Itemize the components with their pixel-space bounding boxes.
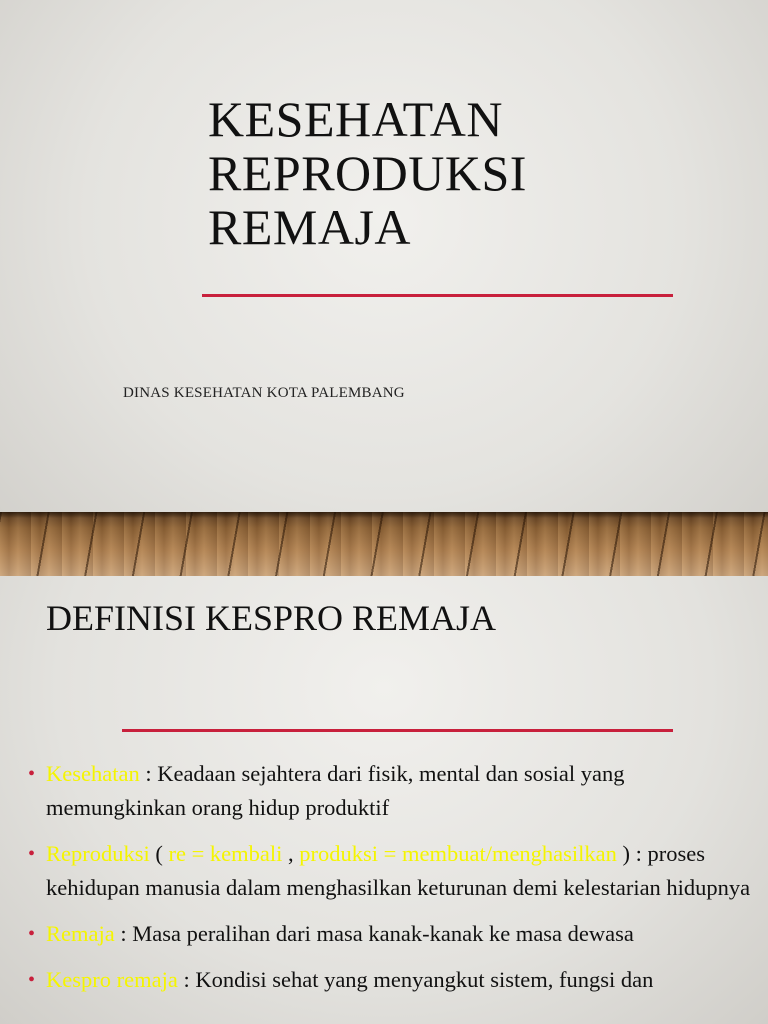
term-kespro-remaja: Kespro remaja	[46, 967, 178, 992]
definition-kespro-remaja: : Kondisi sehat yang menyangkut sistem, fungsi dan	[177, 967, 654, 992]
definition-reproduksi: ) : proses kehidupan manusia dalam menghasilkan keturunan demi kelestarian hidupnya	[46, 841, 751, 900]
comma-separator: ,	[282, 841, 300, 866]
term-remaja: Remaja	[46, 921, 115, 946]
term-reproduksi: Reproduksi	[46, 841, 150, 866]
title-line-2: REPRODUKSI	[208, 145, 527, 201]
bullet-dot-icon: •	[28, 763, 36, 785]
definition-heading: DEFINISI KESPRO REMAJA	[46, 598, 497, 638]
slide-subtitle: DINAS KESEHATAN KOTA PALEMBANG	[123, 385, 405, 401]
list-item-kesehatan	[28, 757, 754, 825]
definition-kesehatan: : Keadaan sejahtera dari fisik, mental dan sosial yang memungkinkan orang hidup produktif	[46, 761, 625, 820]
definition-list	[28, 757, 754, 1009]
slide-title-heading	[208, 92, 527, 254]
title-line-1: KESEHATAN	[208, 91, 503, 147]
list-item-reproduksi	[28, 837, 754, 905]
title-line-3: REMAJA	[208, 199, 412, 255]
list-item-kespro-remaja	[28, 963, 754, 997]
list-item-remaja	[28, 917, 754, 951]
definition-remaja: : Masa peralihan dari masa kanak-kanak ke masa dewasa	[114, 921, 634, 946]
title-divider	[202, 294, 673, 297]
term-re-kembali: re = kembali	[168, 841, 283, 866]
bullet-dot-icon: •	[28, 923, 36, 945]
bullet-dot-icon: •	[28, 969, 36, 991]
bullet-dot-icon: •	[28, 843, 36, 865]
term-produksi: produksi = membuat/menghasilkan	[299, 841, 617, 866]
paren-open: (	[149, 841, 169, 866]
definition-divider	[122, 729, 673, 732]
wood-floor-decoration	[0, 512, 768, 576]
term-kesehatan: Kesehatan	[46, 761, 140, 786]
slide-definition	[0, 576, 768, 1024]
